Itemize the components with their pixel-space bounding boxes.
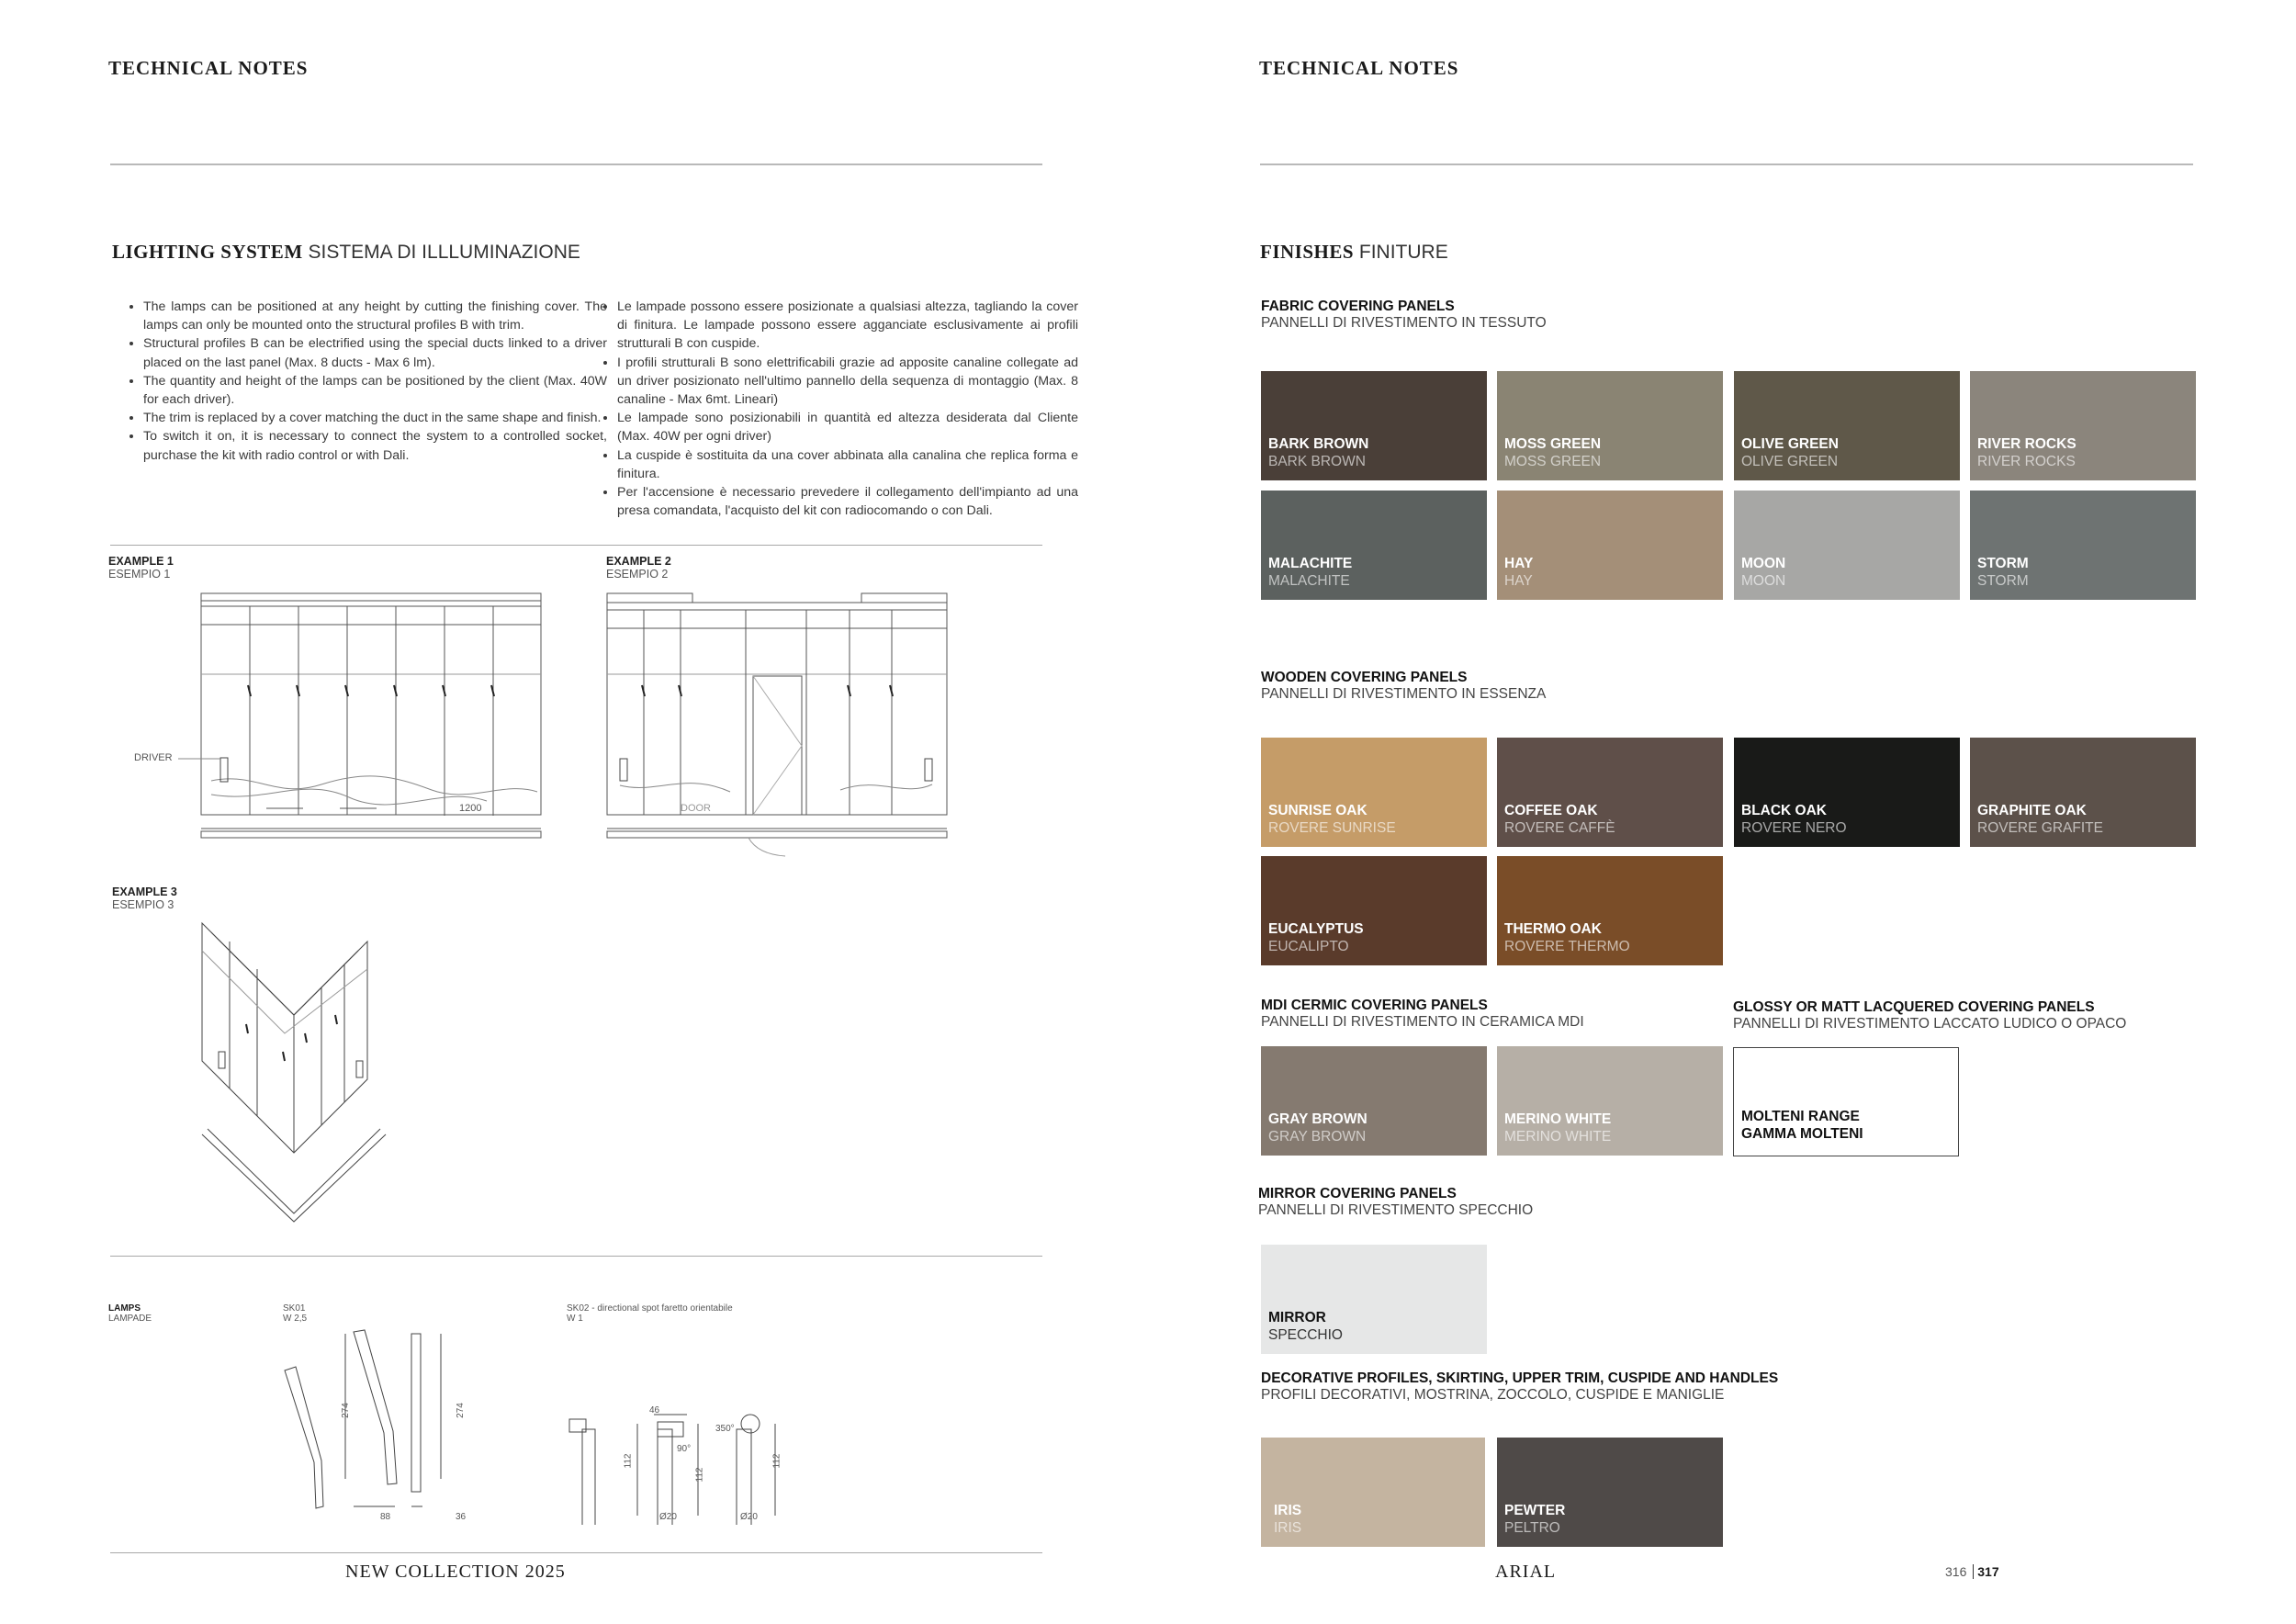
sk02-name: SK02 - directional spot faretto orientabile [567, 1303, 733, 1314]
swatch-name-it: MERINO WHITE [1504, 1129, 1612, 1145]
dim-88: 88 [380, 1512, 391, 1522]
wooden-heading [1261, 670, 1546, 703]
swatch-storm [1970, 491, 2196, 600]
swatch-name: MALACHITE [1268, 556, 1353, 571]
ceramic-subtitle: PANNELLI DI RIVESTIMENTO IN CERAMICA MDI [1261, 1014, 1584, 1030]
right-running-header: TECHNICAL NOTES [1259, 57, 1459, 79]
lamps-subtitle: LAMPADE [108, 1314, 152, 1324]
sk02-power: W 1 [567, 1314, 583, 1324]
example-1-drawing [119, 588, 551, 854]
example-3-subtitle: ESEMPIO 3 [112, 898, 174, 911]
sk02-label [567, 1303, 733, 1324]
swatch-name-it: MOON [1741, 573, 1786, 589]
swatch-graphite-oak [1970, 738, 2196, 847]
dim-diameter-20-a: Ø20 [659, 1512, 677, 1522]
example-3-label [112, 885, 177, 911]
swatch-name: MERINO WHITE [1504, 1111, 1612, 1127]
swatch-name-it: ROVERE SUNRISE [1268, 820, 1396, 836]
wooden-title: WOODEN COVERING PANELS [1261, 670, 1468, 685]
swatch-name-it: EUCALIPTO [1268, 939, 1349, 954]
swatch-olive-green [1734, 371, 1960, 480]
lamps-top-rule [110, 1256, 1042, 1257]
swatch-thermo-oak [1497, 856, 1723, 965]
example-3-drawing [193, 914, 395, 1235]
example-1-subtitle: ESEMPIO 1 [108, 568, 171, 581]
swatch-bark-brown [1261, 371, 1487, 480]
swatch-name-it: GRAY BROWN [1268, 1129, 1367, 1145]
swatch-name: MIRROR [1268, 1310, 1326, 1325]
swatch-eucalyptus [1261, 856, 1487, 965]
swatch-name: MOON [1741, 556, 1786, 571]
swatch-black-oak [1734, 738, 1960, 847]
lamps-title: LAMPS [108, 1303, 141, 1314]
swatch-name-it: OLIVE GREEN [1741, 454, 1839, 469]
dim-90-degrees: 90° [677, 1444, 692, 1454]
swatch-gray-brown [1261, 1046, 1487, 1156]
swatch-name: EUCALYPTUS [1268, 921, 1364, 937]
swatch-malachite [1261, 491, 1487, 600]
swatch-sunrise-oak [1261, 738, 1487, 847]
left-footer-rule [110, 1552, 1042, 1553]
ceramic-heading [1261, 998, 1584, 1031]
left-header-rule [110, 164, 1042, 165]
example-2-drawing [602, 588, 969, 863]
dim-350-degrees: 350° [715, 1424, 735, 1434]
sk01-name: SK01 [283, 1303, 306, 1314]
example-1-title: EXAMPLE 1 [108, 555, 174, 568]
list-item: • Le lampade sono posizionabili in quantità ed altezza desiderata dal Cliente (Max. 40W per ogni driver) [617, 409, 1078, 445]
ceramic-title: MDI CERMIC COVERING PANELS [1261, 998, 1488, 1013]
dim-274-b: 274 [455, 1403, 466, 1418]
dim-36: 36 [456, 1512, 467, 1522]
right-footer: ARIAL [1495, 1562, 1557, 1582]
swatch-moon [1734, 491, 1960, 600]
sk01-label [283, 1303, 307, 1324]
lacquered-heading [1733, 999, 2126, 1032]
lighting-bullets-en [108, 298, 607, 465]
example-1-label [108, 555, 174, 581]
swatch-name-it: BARK BROWN [1268, 454, 1366, 469]
swatch-iris [1261, 1438, 1485, 1547]
dimension-1200: 1200 [459, 803, 482, 814]
swatch-name-it: ROVERE GRAFITE [1977, 820, 2103, 836]
swatch-merino-white [1497, 1046, 1723, 1156]
swatch-name: BARK BROWN [1268, 436, 1369, 452]
list-item: • The trim is replaced by a cover matching the duct in the same shape and finish. [143, 409, 607, 427]
swatch-name: MOSS GREEN [1504, 436, 1602, 452]
list-item: • La cuspide è sostituita da una cover abbinata alla canalina che replica forma e finitura. [617, 446, 1078, 483]
example-2-title: EXAMPLE 2 [606, 555, 671, 568]
example-2-subtitle: ESEMPIO 2 [606, 568, 669, 581]
examples-top-rule [110, 545, 1042, 546]
swatch-name: RIVER ROCKS [1977, 436, 2077, 452]
list-item: • Per l'accensione è necessario prevedere il collegamento dell'impianto ad una presa comandata, l'acquisto del kit con radiocomando o con Dali. [617, 483, 1078, 520]
list-item: • Le lampade possono essere posizionate a qualsiasi altezza, tagliando la cover di finitura. Le lampade possono essere agganciate esclusivamente ai profili strutturali B con cuspide. [617, 298, 1078, 354]
lighting-title-en: LIGHTING SYSTEM [112, 241, 303, 263]
sk01-power: W 2,5 [283, 1314, 308, 1324]
list-item: • I profili strutturali B sono elettrificabili grazie ad apposite canaline collegate ad un driver posizionato nell'ultimo pannello della sequenza di montaggio (Max. 8 canaline - Max 6mt. Lineari) [617, 354, 1078, 410]
swatch-pewter [1497, 1438, 1723, 1547]
swatch-name-it: RIVER ROCKS [1977, 454, 2076, 469]
finishes-section-title [1260, 241, 1448, 264]
swatch-name-it: ROVERE NERO [1741, 820, 1847, 836]
swatch-name: IRIS [1274, 1503, 1302, 1518]
swatch-name-it: PELTRO [1504, 1520, 1560, 1536]
fabric-title: FABRIC COVERING PANELS [1261, 299, 1455, 314]
swatch-name-it: ROVERE THERMO [1504, 939, 1630, 954]
wooden-subtitle: PANNELLI DI RIVESTIMENTO IN ESSENZA [1261, 686, 1547, 702]
list-item: • The quantity and height of the lamps can be positioned by the client (Max. 40W for each driver). [143, 372, 607, 409]
finishes-title-it: FINITURE [1358, 242, 1448, 263]
swatch-name: SUNRISE OAK [1268, 803, 1367, 818]
swatch-name: STORM [1977, 556, 2029, 571]
swatch-moss-green [1497, 371, 1723, 480]
right-header-rule [1260, 164, 2193, 165]
swatch-name: THERMO OAK [1504, 921, 1602, 937]
swatch-name-it: GAMMA MOLTENI [1741, 1126, 1863, 1142]
fabric-heading [1261, 299, 1547, 332]
list-item: • The lamps can be positioned at any height by cutting the finishing cover. The lamps can only be mounted onto the structural profiles B with trim. [143, 298, 607, 334]
swatch-name: PEWTER [1504, 1503, 1566, 1518]
swatch-molteni-range [1733, 1047, 1959, 1156]
driver-label: DRIVER [134, 752, 173, 763]
example-3-title: EXAMPLE 3 [112, 885, 177, 898]
swatch-name-it: MOSS GREEN [1504, 454, 1602, 469]
decorative-subtitle: PROFILI DECORATIVI, MOSTRINA, ZOCCOLO, CUSPIDE E MANIGLIE [1261, 1387, 1725, 1403]
dim-46: 46 [649, 1405, 660, 1415]
dim-112-b: 112 [694, 1467, 705, 1483]
swatch-mirror [1261, 1245, 1487, 1354]
decorative-heading [1261, 1370, 1778, 1404]
swatch-name: GRAY BROWN [1268, 1111, 1367, 1127]
finishes-title-en: FINISHES [1260, 241, 1355, 263]
swatch-hay [1497, 491, 1723, 600]
mirror-heading [1258, 1186, 1533, 1219]
page-number-right: 317 [1973, 1564, 1998, 1579]
mirror-title: MIRROR COVERING PANELS [1258, 1186, 1457, 1201]
swatch-name: HAY [1504, 556, 1534, 571]
lacquered-title: GLOSSY OR MATT LACQUERED COVERING PANELS [1733, 999, 2095, 1015]
swatch-name: OLIVE GREEN [1741, 436, 1839, 452]
door-label: DOOR [681, 803, 711, 814]
swatch-name-it: HAY [1504, 573, 1533, 589]
list-item: • To switch it on, it is necessary to connect the system to a controlled socket, purchase the kit with radio control or with Dali. [143, 427, 607, 464]
swatch-name: COFFEE OAK [1504, 803, 1598, 818]
dim-112-a: 112 [623, 1453, 634, 1469]
decorative-title: DECORATIVE PROFILES, SKIRTING, UPPER TRIM, CUSPIDE AND HANDLES [1261, 1370, 1779, 1386]
swatch-name: MOLTENI RANGE [1741, 1109, 1860, 1124]
swatch-name-it: IRIS [1274, 1520, 1302, 1536]
page-numbers [1945, 1564, 1999, 1579]
lacquered-subtitle: PANNELLI DI RIVESTIMENTO LACCATO LUDICO O OPACO [1733, 1016, 2127, 1032]
swatch-name-it: STORM [1977, 573, 2029, 589]
swatch-name-it: ROVERE CAFFÈ [1504, 820, 1615, 836]
swatch-name-it: SPECCHIO [1268, 1327, 1343, 1343]
left-running-header: TECHNICAL NOTES [108, 57, 309, 79]
dim-diameter-20-b: Ø20 [740, 1512, 758, 1522]
swatch-name: BLACK OAK [1741, 803, 1827, 818]
lamps-label [108, 1303, 152, 1324]
lighting-bullets-it [582, 298, 1078, 520]
swatch-name: GRAPHITE OAK [1977, 803, 2087, 818]
left-footer: NEW COLLECTION 2025 [345, 1562, 566, 1582]
dim-274-a: 274 [340, 1403, 351, 1418]
page-number-left: 316 [1945, 1564, 1967, 1579]
example-2-label [606, 555, 671, 581]
lighting-section-title [112, 241, 580, 264]
list-item: • Structural profiles B can be electrified using the special ducts linked to a driver placed on the last panel (Max. 8 ducts - Max 6 lm). [143, 334, 607, 371]
swatch-name-it: MALACHITE [1268, 573, 1350, 589]
sk02-drawing [562, 1396, 801, 1525]
lighting-title-it: SISTEMA DI ILLLUMINAZIONE [308, 242, 580, 263]
swatch-coffee-oak [1497, 738, 1723, 847]
mirror-subtitle: PANNELLI DI RIVESTIMENTO SPECCHIO [1258, 1202, 1534, 1218]
sk01-drawing [276, 1323, 487, 1534]
dim-112-c: 112 [771, 1453, 782, 1469]
fabric-subtitle: PANNELLI DI RIVESTIMENTO IN TESSUTO [1261, 315, 1547, 331]
swatch-river-rocks [1970, 371, 2196, 480]
